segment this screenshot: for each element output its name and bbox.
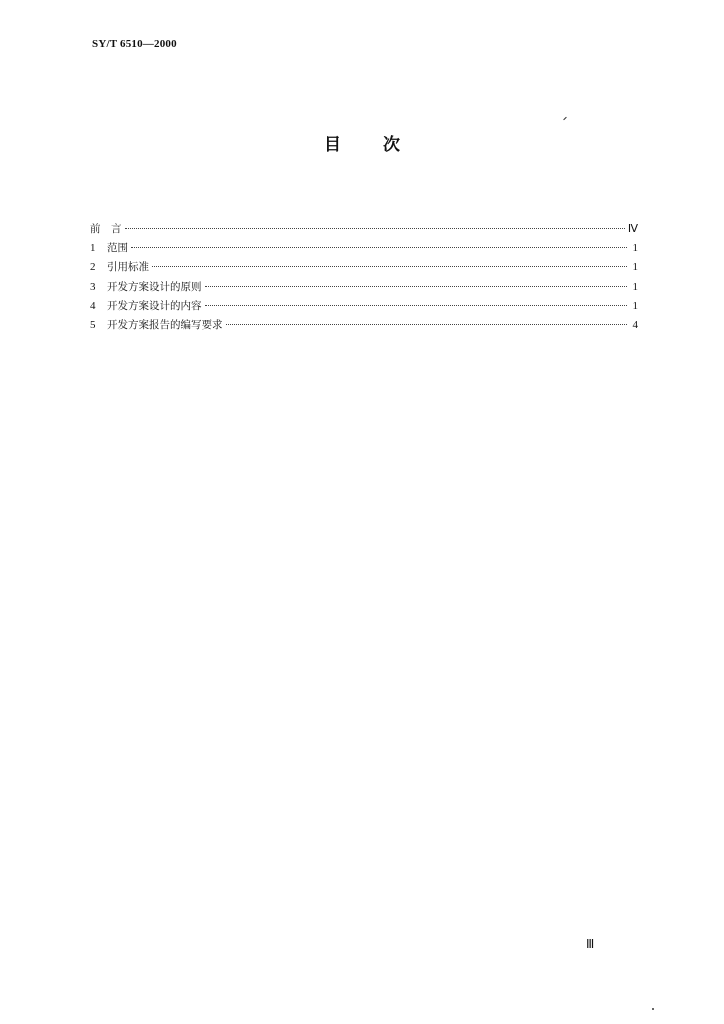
toc-entry-page: Ⅳ [627, 223, 638, 235]
toc-entry-4[interactable] [90, 297, 638, 316]
toc-entry-number: 4 [90, 299, 96, 312]
toc-entry-number: 1 [90, 242, 96, 255]
table-of-contents [90, 220, 638, 335]
toc-leader-dots [131, 247, 627, 248]
page-number: Ⅲ [586, 937, 595, 951]
toc-leader-dots [125, 228, 625, 229]
toc-entry-1[interactable] [90, 239, 638, 258]
toc-entry-page: 4 [632, 318, 638, 331]
toc-entry-page: 1 [632, 261, 638, 274]
scan-mark [652, 1008, 654, 1010]
title-char-1: 目 [324, 135, 341, 155]
title-char-2: 次 [383, 135, 400, 155]
toc-leader-dots [226, 324, 628, 325]
toc-entry-2[interactable] [90, 258, 638, 277]
toc-entry-title: 开发方案报告的编写要求 [107, 318, 223, 331]
toc-entry-foreword[interactable] [90, 220, 638, 239]
toc-entry-number: 5 [90, 318, 96, 331]
toc-entry-number: 2 [90, 261, 96, 274]
toc-leader-dots [205, 305, 628, 306]
toc-entry-page: 1 [632, 299, 638, 312]
toc-entry-3[interactable] [90, 278, 638, 297]
toc-entry-page: 1 [632, 242, 638, 255]
scan-mark [563, 117, 567, 121]
toc-entry-page: 1 [632, 280, 638, 293]
page-title [0, 130, 724, 155]
toc-leader-dots [205, 286, 628, 287]
toc-entry-title: 开发方案设计的原则 [107, 280, 202, 293]
toc-entry-title: 范围 [107, 242, 128, 255]
toc-entry-title: 引用标准 [107, 261, 149, 274]
standard-number: SY/T 6510—2000 [92, 38, 177, 50]
toc-entry-number: 3 [90, 280, 96, 293]
toc-entry-title: 前 言 [90, 223, 122, 235]
toc-entry-title: 开发方案设计的内容 [107, 299, 202, 312]
toc-entry-5[interactable] [90, 316, 638, 335]
toc-leader-dots [152, 266, 627, 267]
